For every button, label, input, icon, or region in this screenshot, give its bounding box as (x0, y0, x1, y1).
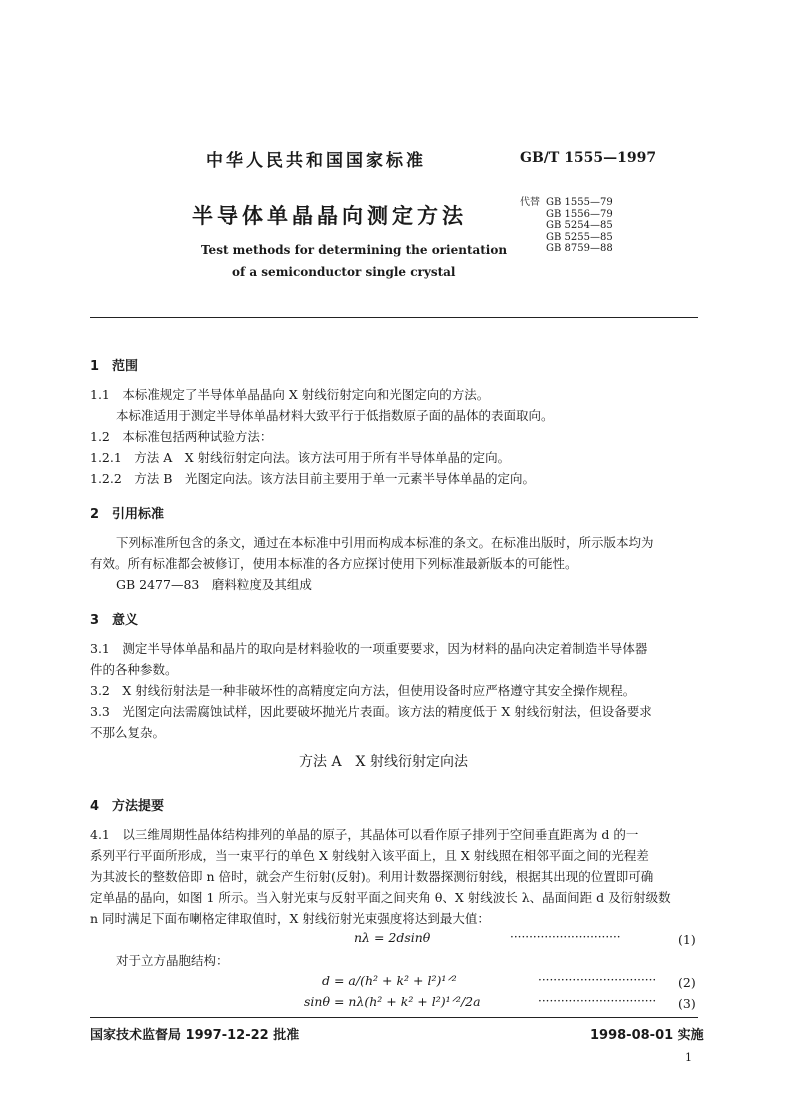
equation-1-leader: ····························· (510, 930, 621, 944)
clause-3-3-line2: 不那么复杂。 (90, 725, 166, 740)
clause-1-2-1: 1.2.1 方法 A X 射线衍射定向法。该方法可用于所有半导体单晶的定向。 (90, 450, 511, 465)
clause-4-1-line4: 定单晶的晶向，如图 1 所示。当入射光束与反射平面之间夹角 θ、X 射线波长 λ、晶面间距 d 及衍射级数 (90, 890, 671, 905)
section-3-title: 3 意义 (90, 613, 139, 628)
document-title-cn: 半导体单晶晶向测定方法 (192, 204, 467, 228)
section-1-title: 1 范围 (90, 359, 139, 374)
section-2-paragraph-line1: 下列标准所包含的条文，通过在本标准中引用而构成本标准的条文。在标准出版时，所示版本均为 (116, 535, 654, 550)
cubic-structure-label: 对于立方晶胞结构： (116, 953, 229, 968)
replaced-standard: GB 5254—85 (546, 220, 613, 231)
approval-statement: 国家技术监督局 1997-12-22 批准 (90, 1028, 300, 1043)
footer-divider (90, 1017, 698, 1018)
replaced-standard: GB 8759—88 (546, 243, 613, 254)
national-standard-heading: 中华人民共和国国家标准 (206, 151, 426, 171)
clause-4-1-line1: 4.1 以三维周期性晶体结构排列的单晶的原子，其晶体可以看作原子排列于空间垂直距离为 d 的一 (90, 827, 639, 842)
implementation-date: 1998-08-01 实施 (590, 1028, 704, 1043)
clause-3-1-line1: 3.1 测定半导体单晶和晶片的取向是材料验收的一项重要要求，因为材料的晶向决定着制造半导体器 (90, 641, 648, 656)
replaces-label: 代替 (520, 197, 540, 208)
equation-3: sinθ = nλ(h² + k² + l²)¹ᐟ²/2a (304, 994, 481, 1009)
clause-1-2: 1.2 本标准包括两种试验方法： (90, 429, 273, 444)
equation-1-number: (1) (678, 932, 696, 947)
clause-3-2: 3.2 X 射线衍射法是一种非破坏性的高精度定向方法，但使用设备时应严格遵守其安全操作规程。 (90, 683, 636, 698)
equation-3-leader: ······························· (538, 994, 657, 1008)
referenced-standard: GB 2477—83 磨料粒度及其组成 (116, 577, 312, 592)
equation-1: nλ = 2dsinθ (354, 930, 431, 945)
equation-2-number: (2) (678, 975, 696, 990)
equation-3-number: (3) (678, 996, 696, 1011)
clause-1-1: 1.1 本标准规定了半导体单晶晶向 X 射线衍射定向和光图定向的方法。 (90, 387, 490, 402)
method-a-heading: 方法 A X 射线衍射定向法 (299, 754, 468, 770)
standard-code: GB/T 1555—1997 (520, 150, 657, 166)
equation-2-leader: ······························· (538, 973, 657, 987)
clause-1-2-2: 1.2.2 方法 B 光图定向法。该方法目前主要用于单一元素半导体单晶的定向。 (90, 471, 535, 486)
clause-4-1-line2: 系列平行平面所形成，当一束平行的单色 X 射线射入该平面上，且 X 射线照在相邻平面之间的光程差 (90, 848, 649, 863)
section-2-paragraph-line2: 有效。所有标准都会被修订，使用本标准的各方应探讨使用下列标准最新版本的可能性。 (90, 556, 578, 571)
header-divider (90, 317, 698, 318)
document-title-en-line1: Test methods for determining the orientation (201, 243, 508, 257)
clause-4-1-line3: 为其波长的整数倍即 n 倍时，就会产生衍射(反射)。利用计数器探测衍射线，根据其出现的位置即可确 (90, 869, 654, 884)
replaced-standard: GB 1556—79 (546, 208, 613, 220)
clause-3-1-line2: 件的各种参数。 (90, 662, 178, 677)
clause-3-3-line1: 3.3 光图定向法需腐蚀试样，因此要破坏抛光片表面。该方法的精度低于 X 射线衍射法，但设备要求 (90, 704, 652, 719)
equation-2: d = a/(h² + k² + l²)¹ᐟ² (322, 973, 457, 988)
replaced-standard: GB 1555—79 (546, 197, 613, 208)
replaced-standard: GB 5255—85 (546, 231, 613, 243)
section-4-title: 4 方法提要 (90, 799, 165, 814)
document-title-en-line2: of a semiconductor single crystal (232, 265, 456, 279)
clause-4-1-line5: n 同时满足下面布喇格定律取值时，X 射线衍射光束强度将达到最大值： (90, 911, 490, 926)
section-2-title: 2 引用标准 (90, 507, 165, 522)
replaces-list (546, 197, 613, 255)
page-number: 1 (685, 1051, 692, 1064)
clause-1-1-scope: 本标准适用于测定半导体单晶材料大致平行于低指数原子面的晶体的表面取向。 (116, 408, 554, 423)
